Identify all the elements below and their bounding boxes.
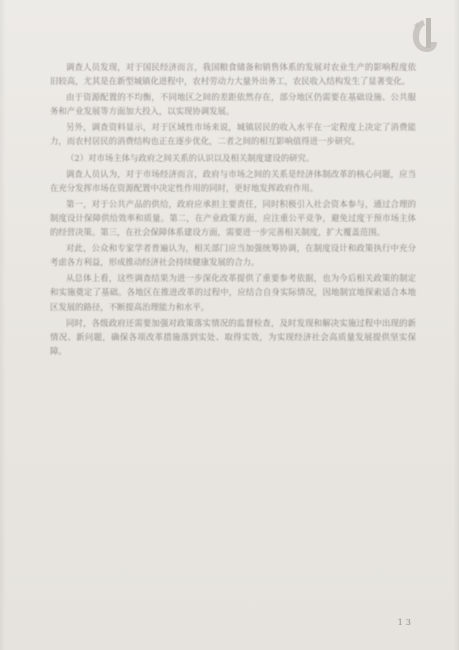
body-text [50, 60, 416, 360]
scan-shadow-left [0, 0, 6, 650]
paragraph: 从总体上看，这些调查结果为进一步深化改革提供了重要参考依据，也为今后相关政策的制定和实施奠定了基础。各地区在推进改革的过程中，应结合自身实际情况，因地制宜地探索适合本地区发展的路径，不断提高治理能力和水平。 [50, 273, 416, 312]
paragraph: 第一，对于公共产品的供给，政府应承担主要责任，同时积极引入社会资本参与，通过合理的制度设计保障供给效率和质量。第二，在产业政策方面，应注重公平竞争，避免过度干预市场主体的经营决策。第三，在社会保障体系建设方面，需要进一步完善相关制度，扩大覆盖范围。 [50, 198, 416, 238]
paragraph: 另外，调查资料显示，对于区域性市场来说，城镇居民的收入水平在一定程度上决定了消费能力，而农村居民的消费结构也正在逐步优化，二者之间的相互影响值得进一步研究。 [50, 122, 416, 147]
paragraph: 调查人员发现，对于国民经济而言，我国粮食储备和销售体系的发展对农业生产的影响程度依旧较高，尤其是在新型城镇化进程中，农村劳动力大量外出务工，农民收入结构发生了显著变化。 [50, 62, 416, 87]
section-subheading: （2）对市场主体与政府之间关系的认识以及相关制度建设的研究。 [66, 152, 315, 163]
page-number: 1 3 [397, 618, 411, 628]
paragraph: 对此，公众和专家学者普遍认为，相关部门应当加强统筹协调，在制度设计和政策执行中充分考虑各方利益，形成推动经济社会持续健康发展的合力。 [50, 243, 416, 268]
publisher-logo-icon [409, 14, 441, 56]
scan-shadow-right [453, 0, 459, 650]
paragraph: 调查人员认为，对于市场经济而言，政府与市场之间的关系是经济体制改革的核心问题，应当在充分发挥市场在资源配置中决定性作用的同时，更好地发挥政府作用。 [50, 168, 416, 193]
paragraph: 由于资源配置的不均衡，不同地区之间的差距依然存在，部分地区仍需要在基础设施、公共服务和产业发展等方面加大投入，以实现协调发展。 [50, 92, 416, 117]
paragraph: 同时，各级政府还需要加强对政策落实情况的监督检查，及时发现和解决实施过程中出现的新情况、新问题，确保各项改革措施落到实处、取得实效，为实现经济社会高质量发展提供坚实保障。 [50, 317, 416, 356]
